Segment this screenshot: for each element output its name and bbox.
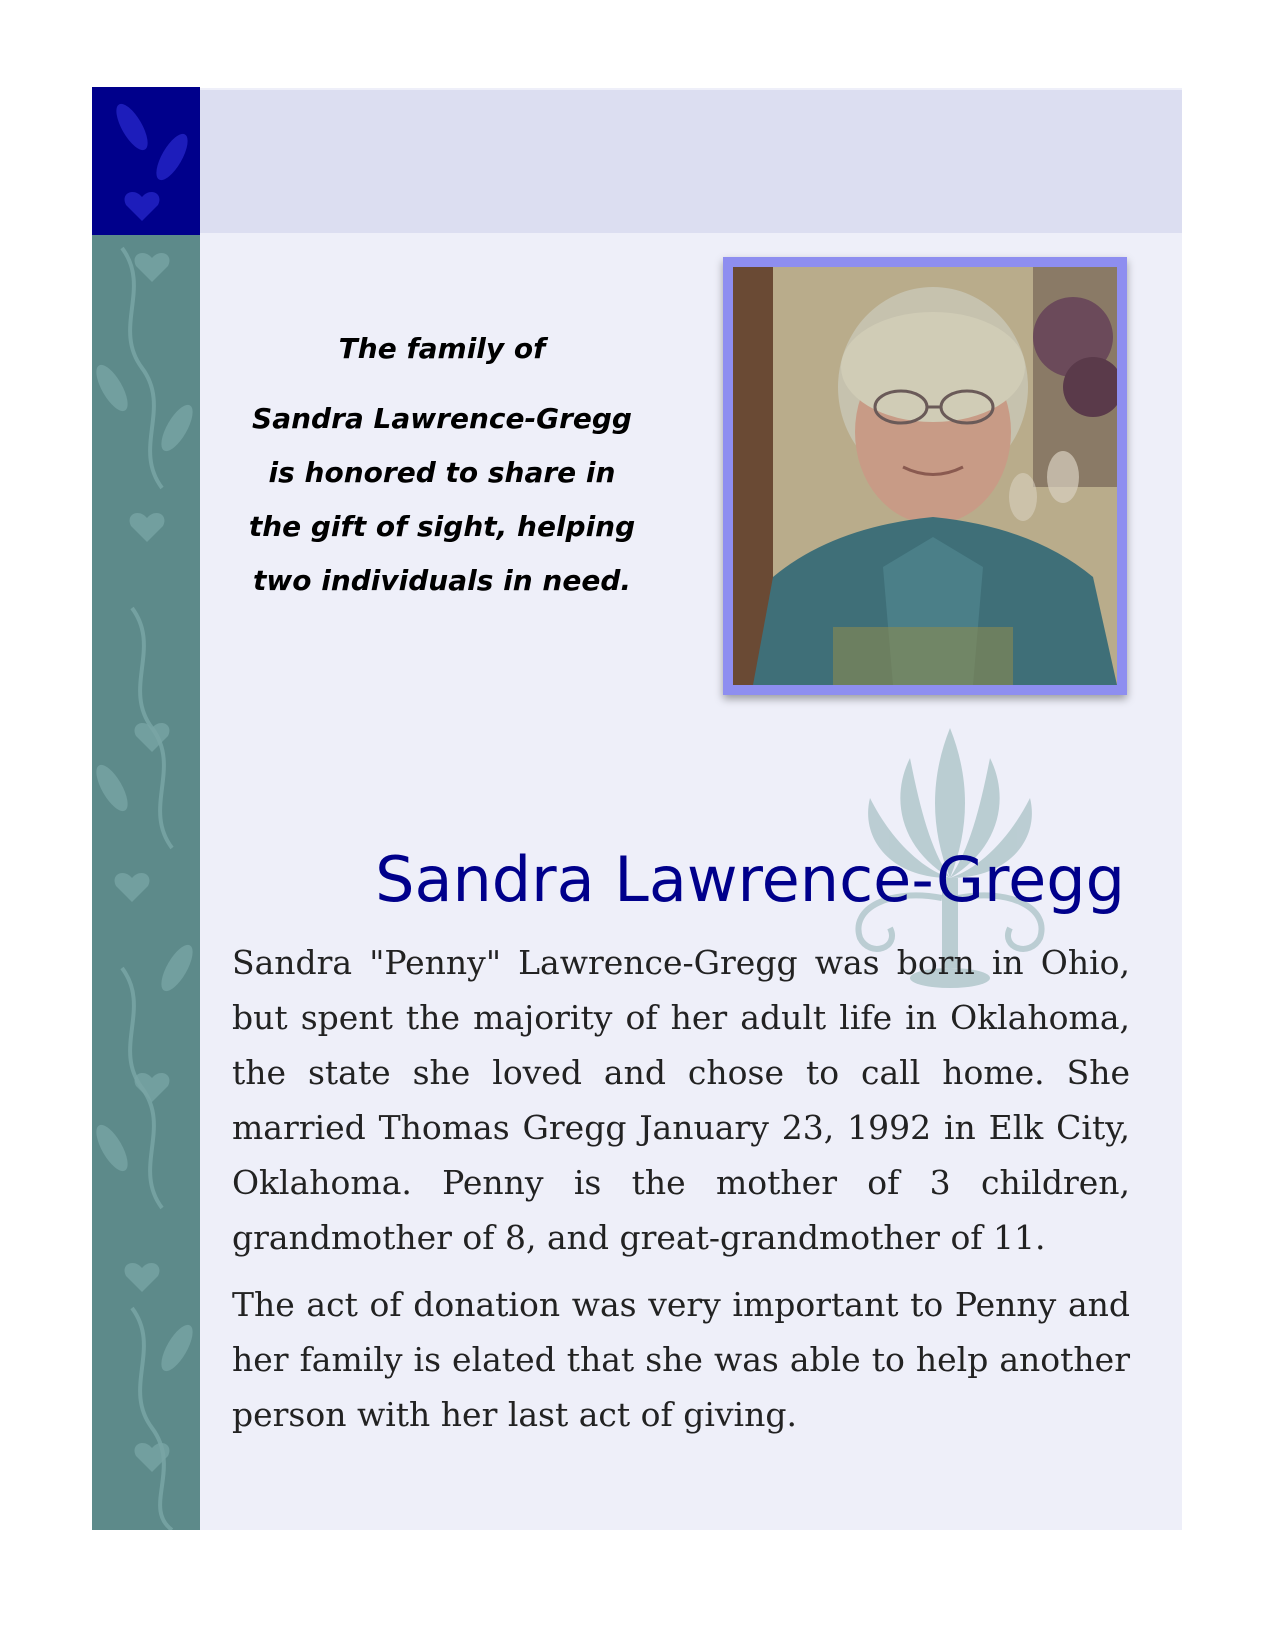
intro-line-4: the gift of sight, helping bbox=[248, 510, 636, 543]
biography bbox=[232, 935, 1130, 1442]
intro-line-3: is honored to share in bbox=[268, 456, 616, 489]
floral-pattern-icon bbox=[92, 88, 200, 1530]
floral-cap-icon bbox=[92, 87, 200, 235]
sidebar-decoration bbox=[92, 88, 200, 1530]
intro-line-5: two individuals in need. bbox=[252, 564, 631, 597]
sidebar-cap bbox=[92, 87, 200, 235]
intro-line-2: Sandra Lawrence-Gregg bbox=[252, 402, 632, 435]
family-tribute-text bbox=[222, 322, 662, 608]
intro-line-1: The family of bbox=[338, 332, 546, 365]
deceased-name-heading: Sandra Lawrence-Gregg bbox=[375, 843, 1125, 916]
portrait-photo bbox=[733, 267, 1117, 685]
bio-paragraph-2: The act of donation was very important to Penny and her family is elated that she was able to help another person with her last act of giving. bbox=[232, 1285, 1130, 1434]
header-band bbox=[200, 90, 1182, 233]
bio-paragraph-1: Sandra "Penny" Lawrence-Gregg was born in Ohio, but spent the majority of her adult life in Oklahoma, the state she loved and chose to call home. She married Thomas Gregg January 23, 1992 in Elk City, Oklahoma. Penny is the mother of 3 children, grandmother of 8, and great-grandmother of 11. bbox=[232, 943, 1130, 1257]
portrait-image-icon bbox=[733, 267, 1117, 685]
photo-frame bbox=[723, 257, 1127, 695]
